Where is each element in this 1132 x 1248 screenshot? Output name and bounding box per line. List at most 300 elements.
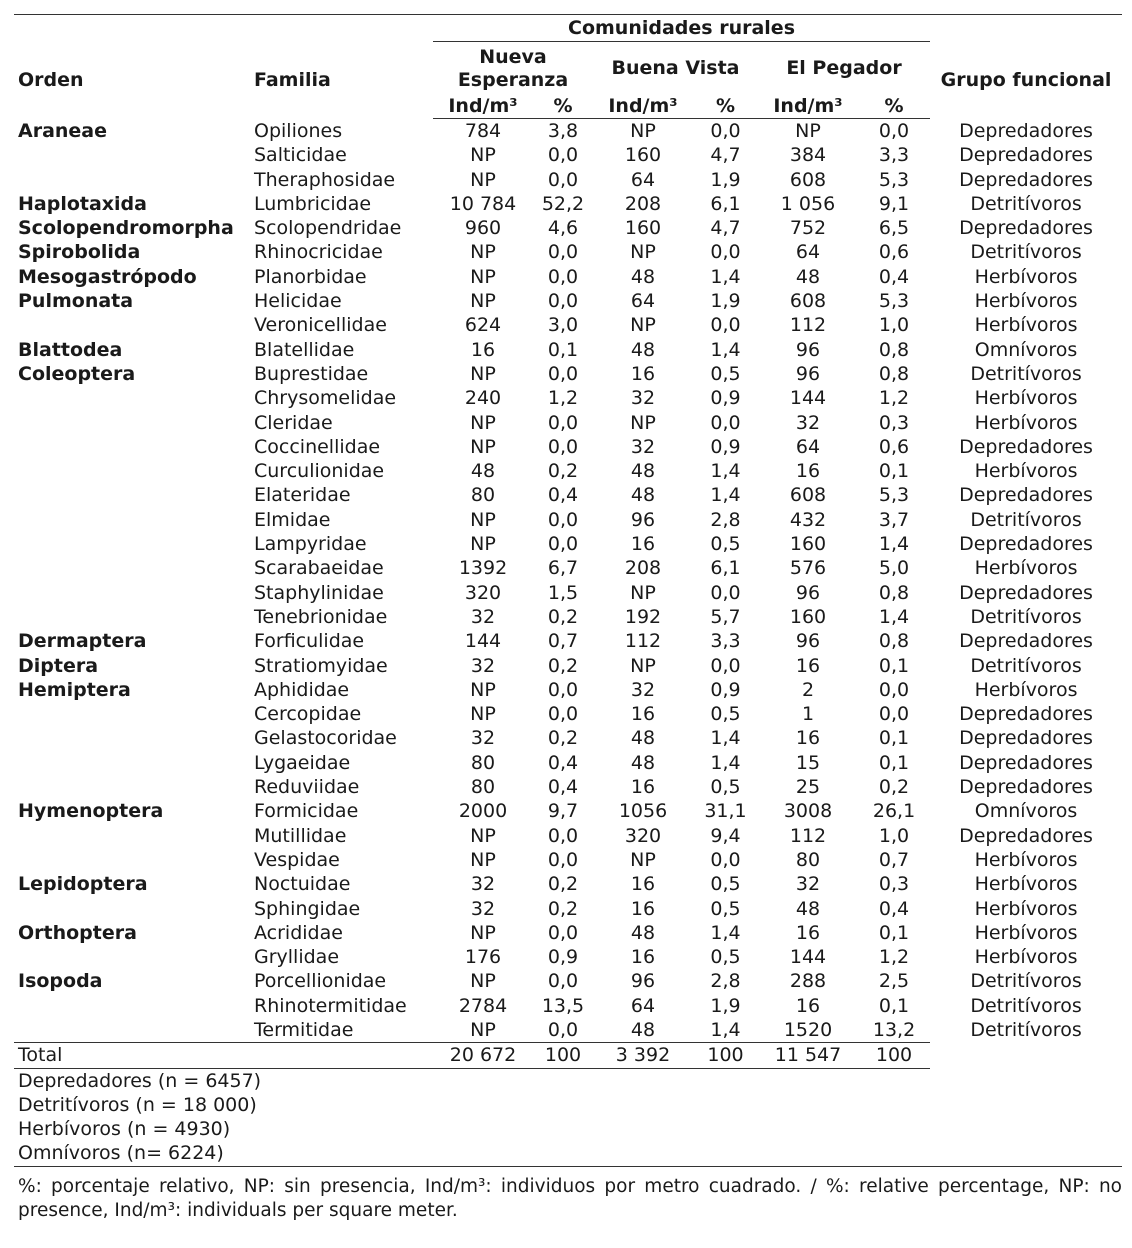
table-row bbox=[14, 872, 1122, 896]
order-cell bbox=[14, 581, 248, 605]
percent-cell: 0,0 bbox=[547, 265, 579, 288]
percent-cell: 0,6 bbox=[878, 435, 910, 458]
group-cell: Depredadores bbox=[959, 630, 1093, 653]
value-cell: 208 bbox=[624, 557, 662, 580]
percent-cell: 0,0 bbox=[547, 241, 579, 264]
table-row bbox=[14, 605, 1122, 629]
order-cell bbox=[14, 1018, 248, 1043]
family-cell: Vespidae bbox=[254, 848, 340, 871]
value-cell: 144 bbox=[789, 387, 827, 410]
percent-cell: 0,2 bbox=[547, 727, 579, 750]
percent-cell: 0,0 bbox=[547, 533, 579, 556]
header-familia: Familia bbox=[254, 68, 331, 91]
table-row bbox=[14, 897, 1122, 921]
percent-cell: 0,5 bbox=[710, 946, 741, 969]
percent-cell: 0,0 bbox=[710, 120, 741, 142]
table-header bbox=[14, 15, 1122, 119]
family-cell: Blatellidae bbox=[254, 338, 355, 361]
value-cell: 96 bbox=[795, 581, 821, 604]
group-cell: Herbívoros bbox=[974, 460, 1078, 483]
percent-cell: 0,0 bbox=[547, 824, 579, 847]
value-cell: 64 bbox=[795, 241, 821, 264]
value-cell: NP bbox=[630, 120, 656, 142]
percent-cell: 1,2 bbox=[878, 946, 910, 969]
value-cell: NP bbox=[470, 241, 496, 264]
value-cell: 16 bbox=[630, 533, 656, 556]
value-cell: 16 bbox=[630, 703, 656, 726]
value-cell: 16 bbox=[795, 994, 821, 1017]
value-cell: 192 bbox=[624, 605, 662, 628]
percent-cell: 0,0 bbox=[547, 362, 579, 385]
percent-cell: 0,0 bbox=[547, 508, 579, 531]
group-cell: Herbívoros bbox=[974, 411, 1078, 434]
percent-cell: 0,0 bbox=[547, 703, 579, 726]
value-cell: 608 bbox=[789, 484, 827, 507]
group-cell: Depredadores bbox=[959, 824, 1093, 847]
header-unit: Ind/m³ bbox=[433, 94, 533, 119]
group-cell: Herbívoros bbox=[974, 921, 1078, 944]
value-cell: 16 bbox=[630, 946, 656, 969]
family-cell: Formicidae bbox=[254, 800, 359, 823]
value-cell: NP bbox=[470, 508, 496, 531]
percent-cell: 0,5 bbox=[710, 776, 741, 799]
order-cell bbox=[14, 848, 248, 872]
order-cell: Dermaptera bbox=[18, 630, 147, 653]
order-cell: Mesogastrópodo bbox=[18, 265, 197, 288]
table-row bbox=[14, 459, 1122, 483]
percent-cell: 3,3 bbox=[878, 144, 910, 167]
table-row bbox=[14, 338, 1122, 362]
percent-cell: 6,1 bbox=[710, 192, 741, 215]
group-cell: Depredadores bbox=[959, 751, 1093, 774]
abundance-table bbox=[14, 14, 1122, 1167]
table-row bbox=[14, 994, 1122, 1018]
header-community: Buena Vista bbox=[611, 56, 740, 79]
table-row bbox=[14, 313, 1122, 337]
total-cell: 3 392 bbox=[593, 1043, 693, 1068]
percent-cell: 1,4 bbox=[710, 265, 741, 288]
table-row bbox=[14, 581, 1122, 605]
value-cell: 48 bbox=[630, 484, 656, 507]
family-cell: Lampyridae bbox=[254, 533, 367, 556]
value-cell: 32 bbox=[630, 435, 656, 458]
total-row bbox=[14, 1043, 1122, 1068]
percent-cell: 6,7 bbox=[547, 557, 579, 580]
order-cell: Hemiptera bbox=[18, 678, 131, 701]
value-cell: 80 bbox=[795, 848, 821, 871]
value-cell: 16 bbox=[630, 897, 656, 920]
super-header: Comunidades rurales bbox=[433, 15, 930, 42]
value-cell: NP bbox=[630, 848, 656, 871]
family-cell: Elateridae bbox=[254, 484, 351, 507]
percent-cell: 0,1 bbox=[878, 727, 910, 750]
order-cell bbox=[14, 143, 248, 167]
percent-cell: 0,8 bbox=[878, 630, 910, 653]
family-cell: Curculionidae bbox=[254, 460, 385, 483]
percent-cell: 5,0 bbox=[878, 557, 910, 580]
percent-cell: 0,9 bbox=[710, 435, 741, 458]
value-cell: NP bbox=[470, 703, 496, 726]
order-cell bbox=[14, 483, 248, 507]
group-cell: Detritívoros bbox=[970, 605, 1082, 628]
family-cell: Aphididae bbox=[254, 678, 350, 701]
total-cell: 100 bbox=[693, 1043, 758, 1068]
group-cell: Depredadores bbox=[959, 776, 1093, 799]
percent-cell: 1,0 bbox=[878, 824, 910, 847]
order-cell bbox=[14, 168, 248, 192]
value-cell: 384 bbox=[789, 144, 827, 167]
value-cell: NP bbox=[470, 824, 496, 847]
table-body bbox=[14, 119, 1122, 1043]
percent-cell: 1,9 bbox=[710, 168, 741, 191]
group-cell: Detritívoros bbox=[970, 994, 1082, 1017]
value-cell: 48 bbox=[630, 460, 656, 483]
group-cell: Detritívoros bbox=[970, 1019, 1082, 1042]
percent-cell: 0,0 bbox=[547, 290, 579, 313]
value-cell: 960 bbox=[464, 217, 502, 240]
value-cell: 240 bbox=[464, 387, 502, 410]
value-cell: 32 bbox=[630, 387, 656, 410]
group-cell: Herbívoros bbox=[974, 314, 1078, 337]
value-cell: 320 bbox=[624, 824, 662, 847]
group-count: Herbívoros (n = 4930) bbox=[18, 1118, 231, 1141]
family-cell: Coccinellidae bbox=[254, 435, 381, 458]
percent-cell: 0,0 bbox=[710, 848, 741, 871]
percent-cell: 9,4 bbox=[710, 824, 741, 847]
order-cell bbox=[14, 726, 248, 750]
table-row bbox=[14, 921, 1122, 945]
order-cell: Orthoptera bbox=[18, 921, 137, 944]
percent-cell: 0,0 bbox=[547, 411, 579, 434]
family-cell: Rhinocricidae bbox=[254, 241, 383, 264]
value-cell: NP bbox=[470, 290, 496, 313]
percent-cell: 4,6 bbox=[547, 217, 579, 240]
percent-cell: 0,1 bbox=[878, 994, 910, 1017]
value-cell: 80 bbox=[470, 776, 496, 799]
value-cell: NP bbox=[470, 970, 496, 993]
percent-cell: 9,1 bbox=[878, 192, 910, 215]
family-cell: Gryllidae bbox=[254, 946, 340, 969]
family-cell: Lygaeidae bbox=[254, 751, 351, 774]
document bbox=[14, 14, 1122, 1223]
group-count-row bbox=[14, 1117, 1122, 1141]
total-cell: 100 bbox=[533, 1043, 593, 1068]
group-cell: Herbívoros bbox=[974, 946, 1078, 969]
family-cell: Sphingidae bbox=[254, 897, 361, 920]
group-cell: Depredadores bbox=[959, 217, 1093, 240]
order-cell bbox=[14, 459, 248, 483]
table-row bbox=[14, 556, 1122, 580]
percent-cell: 1,4 bbox=[878, 533, 910, 556]
table-row bbox=[14, 775, 1122, 799]
table-row bbox=[14, 143, 1122, 167]
group-cell: Detritívoros bbox=[970, 970, 1082, 993]
group-cell: Herbívoros bbox=[974, 873, 1078, 896]
group-count: Detritívoros (n = 18 000) bbox=[18, 1093, 257, 1116]
value-cell: NP bbox=[470, 168, 496, 191]
value-cell: 144 bbox=[789, 946, 827, 969]
value-cell: 32 bbox=[795, 411, 821, 434]
table-row bbox=[14, 629, 1122, 653]
percent-cell: 5,3 bbox=[878, 484, 910, 507]
table-note: %: porcentaje relativo, NP: sin presencia, Ind/m³: individuos por metro cuadrado. / %: relative percentage, NP: no presence, Ind/m³: individuals per square meter. bbox=[18, 1175, 1122, 1221]
percent-cell: 2,8 bbox=[710, 970, 741, 993]
header-grupo: Grupo funcional bbox=[940, 68, 1112, 91]
percent-cell: 0,0 bbox=[878, 120, 910, 142]
percent-cell: 0,3 bbox=[878, 411, 910, 434]
family-cell: Chrysomelidae bbox=[254, 387, 397, 410]
value-cell: 1056 bbox=[618, 800, 668, 823]
order-cell bbox=[14, 605, 248, 629]
value-cell: NP bbox=[795, 120, 821, 142]
value-cell: 624 bbox=[464, 314, 502, 337]
percent-cell: 0,8 bbox=[878, 581, 910, 604]
header-unit: % bbox=[693, 94, 758, 119]
value-cell: 96 bbox=[795, 362, 821, 385]
value-cell: 16 bbox=[630, 776, 656, 799]
table-row bbox=[14, 265, 1122, 289]
value-cell: 608 bbox=[789, 168, 827, 191]
percent-cell: 0,1 bbox=[878, 460, 910, 483]
value-cell: NP bbox=[470, 265, 496, 288]
header-community: El Pegador bbox=[786, 56, 902, 79]
group-cell: Herbívoros bbox=[974, 387, 1078, 410]
percent-cell: 0,9 bbox=[547, 946, 579, 969]
table-row bbox=[14, 192, 1122, 216]
table-footer bbox=[14, 1043, 1122, 1166]
group-cell: Detritívoros bbox=[970, 654, 1082, 677]
value-cell: 32 bbox=[470, 605, 496, 628]
percent-cell: 0,8 bbox=[878, 338, 910, 361]
percent-cell: 3,0 bbox=[547, 314, 579, 337]
order-cell: Haplotaxida bbox=[18, 192, 147, 215]
value-cell: 16 bbox=[630, 873, 656, 896]
value-cell: 208 bbox=[624, 192, 662, 215]
percent-cell: 0,2 bbox=[547, 897, 579, 920]
percent-cell: 0,4 bbox=[878, 897, 910, 920]
order-cell: Scolopendromorpha bbox=[18, 217, 234, 240]
table-row bbox=[14, 289, 1122, 313]
value-cell: 32 bbox=[470, 727, 496, 750]
value-cell: 48 bbox=[630, 265, 656, 288]
percent-cell: 1,4 bbox=[710, 460, 741, 483]
percent-cell: 0,1 bbox=[547, 338, 579, 361]
value-cell: 48 bbox=[630, 1018, 656, 1041]
percent-cell: 0,5 bbox=[710, 873, 741, 896]
value-cell: 64 bbox=[630, 994, 656, 1017]
total-cell: 11 547 bbox=[758, 1043, 858, 1068]
table-row bbox=[14, 386, 1122, 410]
order-cell: Hymenoptera bbox=[18, 800, 164, 823]
family-cell: Cercopidae bbox=[254, 703, 362, 726]
order-cell bbox=[14, 897, 248, 921]
table-row bbox=[14, 945, 1122, 969]
group-count: Depredadores (n = 6457) bbox=[18, 1069, 262, 1092]
value-cell: 10 784 bbox=[449, 192, 517, 215]
value-cell: 144 bbox=[464, 630, 502, 653]
table-row bbox=[14, 216, 1122, 240]
percent-cell: 3,7 bbox=[878, 508, 910, 531]
header-unit: % bbox=[858, 94, 930, 119]
percent-cell: 0,0 bbox=[547, 168, 579, 191]
percent-cell: 2,5 bbox=[878, 970, 910, 993]
percent-cell: 0,0 bbox=[547, 144, 579, 167]
value-cell: 96 bbox=[795, 630, 821, 653]
family-cell: Helicidae bbox=[254, 290, 342, 313]
percent-cell: 0,0 bbox=[547, 921, 579, 944]
order-cell bbox=[14, 313, 248, 337]
order-cell bbox=[14, 435, 248, 459]
family-cell: Tenebrionidae bbox=[254, 605, 388, 628]
percent-cell: 1,4 bbox=[878, 605, 910, 628]
value-cell: 48 bbox=[630, 727, 656, 750]
value-cell: 608 bbox=[789, 290, 827, 313]
order-cell bbox=[14, 824, 248, 848]
order-cell bbox=[14, 775, 248, 799]
value-cell: 1 056 bbox=[780, 192, 836, 215]
group-count-row bbox=[14, 1093, 1122, 1117]
percent-cell: 1,5 bbox=[547, 581, 579, 604]
table-row bbox=[14, 240, 1122, 264]
value-cell: NP bbox=[630, 411, 656, 434]
value-cell: 432 bbox=[789, 508, 827, 531]
group-cell: Depredadores bbox=[959, 727, 1093, 750]
percent-cell: 0,3 bbox=[878, 873, 910, 896]
percent-cell: 0,5 bbox=[710, 897, 741, 920]
percent-cell: 1,9 bbox=[710, 290, 741, 313]
percent-cell: 0,4 bbox=[547, 751, 579, 774]
value-cell: 48 bbox=[630, 921, 656, 944]
percent-cell: 2,8 bbox=[710, 508, 741, 531]
family-cell: Cleridae bbox=[254, 411, 333, 434]
value-cell: 3008 bbox=[783, 800, 833, 823]
family-cell: Staphylinidae bbox=[254, 581, 384, 604]
order-cell bbox=[14, 702, 248, 726]
order-cell bbox=[14, 411, 248, 435]
percent-cell: 1,4 bbox=[710, 921, 741, 944]
percent-cell: 0,2 bbox=[547, 873, 579, 896]
value-cell: NP bbox=[470, 362, 496, 385]
order-cell: Diptera bbox=[18, 654, 99, 677]
percent-cell: 0,1 bbox=[878, 654, 910, 677]
family-cell: Noctuidae bbox=[254, 873, 351, 896]
family-cell: Porcellionidae bbox=[254, 970, 387, 993]
percent-cell: 1,0 bbox=[878, 314, 910, 337]
value-cell: 160 bbox=[624, 144, 662, 167]
percent-cell: 3,8 bbox=[547, 120, 579, 142]
value-cell: 48 bbox=[795, 897, 821, 920]
percent-cell: 3,3 bbox=[710, 630, 741, 653]
percent-cell: 0,7 bbox=[878, 848, 910, 871]
percent-cell: 0,8 bbox=[878, 362, 910, 385]
family-cell: Theraphosidae bbox=[254, 168, 396, 191]
table-row bbox=[14, 508, 1122, 532]
value-cell: 48 bbox=[470, 460, 496, 483]
family-cell: Elmidae bbox=[254, 508, 331, 531]
order-cell: Isopoda bbox=[18, 970, 103, 993]
order-cell bbox=[14, 994, 248, 1018]
table-row bbox=[14, 435, 1122, 459]
percent-cell: 4,7 bbox=[710, 144, 741, 167]
percent-cell: 0,0 bbox=[710, 314, 741, 337]
value-cell: 160 bbox=[624, 217, 662, 240]
percent-cell: 0,4 bbox=[547, 484, 579, 507]
value-cell: 1520 bbox=[783, 1018, 833, 1041]
percent-cell: 0,2 bbox=[547, 460, 579, 483]
table-row bbox=[14, 678, 1122, 702]
table-row bbox=[14, 362, 1122, 386]
value-cell: 64 bbox=[630, 168, 656, 191]
table-row bbox=[14, 411, 1122, 435]
group-count-row bbox=[14, 1141, 1122, 1166]
table-row bbox=[14, 483, 1122, 507]
percent-cell: 0,6 bbox=[878, 241, 910, 264]
value-cell: 16 bbox=[795, 921, 821, 944]
percent-cell: 0,9 bbox=[710, 387, 741, 410]
order-cell bbox=[14, 556, 248, 580]
group-cell: Detritívoros bbox=[970, 362, 1082, 385]
group-cell: Herbívoros bbox=[974, 678, 1078, 701]
header-community: Nueva Esperanza bbox=[457, 46, 569, 91]
family-cell: Veronicellidae bbox=[254, 314, 387, 337]
percent-cell: 1,4 bbox=[710, 727, 741, 750]
group-cell: Depredadores bbox=[959, 119, 1093, 142]
family-cell: Reduviidae bbox=[254, 776, 360, 799]
percent-cell: 52,2 bbox=[541, 192, 585, 215]
percent-cell: 0,1 bbox=[878, 751, 910, 774]
group-count-row bbox=[14, 1068, 1122, 1093]
table-row bbox=[14, 1018, 1122, 1043]
value-cell: 16 bbox=[795, 727, 821, 750]
family-cell: Stratiomyidae bbox=[254, 654, 388, 677]
value-cell: NP bbox=[630, 581, 656, 604]
percent-cell: 1,2 bbox=[878, 387, 910, 410]
family-cell: Scolopendridae bbox=[254, 217, 402, 240]
value-cell: NP bbox=[470, 533, 496, 556]
value-cell: 1 bbox=[801, 703, 815, 726]
order-cell: Pulmonata bbox=[18, 290, 134, 313]
order-cell bbox=[14, 945, 248, 969]
percent-cell: 0,0 bbox=[547, 970, 579, 993]
percent-cell: 5,3 bbox=[878, 168, 910, 191]
group-cell: Depredadores bbox=[959, 168, 1093, 191]
percent-cell: 0,0 bbox=[547, 435, 579, 458]
value-cell: 96 bbox=[630, 508, 656, 531]
percent-cell: 0,1 bbox=[878, 921, 910, 944]
value-cell: 64 bbox=[630, 290, 656, 313]
family-cell: Opiliones bbox=[254, 119, 343, 142]
table-row bbox=[14, 848, 1122, 872]
value-cell: 32 bbox=[630, 678, 656, 701]
order-cell: Spirobolida bbox=[18, 241, 141, 264]
family-cell: Rhinotermitidae bbox=[254, 994, 407, 1017]
percent-cell: 0,0 bbox=[710, 654, 741, 677]
percent-cell: 0,0 bbox=[710, 241, 741, 264]
group-count: Omnívoros (n= 6224) bbox=[14, 1141, 1122, 1166]
header-unit: % bbox=[533, 94, 593, 119]
table-row bbox=[14, 119, 1122, 144]
percent-cell: 0,5 bbox=[710, 533, 741, 556]
group-cell: Depredadores bbox=[959, 144, 1093, 167]
value-cell: 752 bbox=[789, 217, 827, 240]
percent-cell: 0,5 bbox=[710, 362, 741, 385]
value-cell: 16 bbox=[470, 338, 496, 361]
value-cell: 288 bbox=[789, 970, 827, 993]
value-cell: NP bbox=[470, 678, 496, 701]
percent-cell: 0,9 bbox=[710, 678, 741, 701]
percent-cell: 0,5 bbox=[710, 703, 741, 726]
group-cell: Herbívoros bbox=[974, 897, 1078, 920]
